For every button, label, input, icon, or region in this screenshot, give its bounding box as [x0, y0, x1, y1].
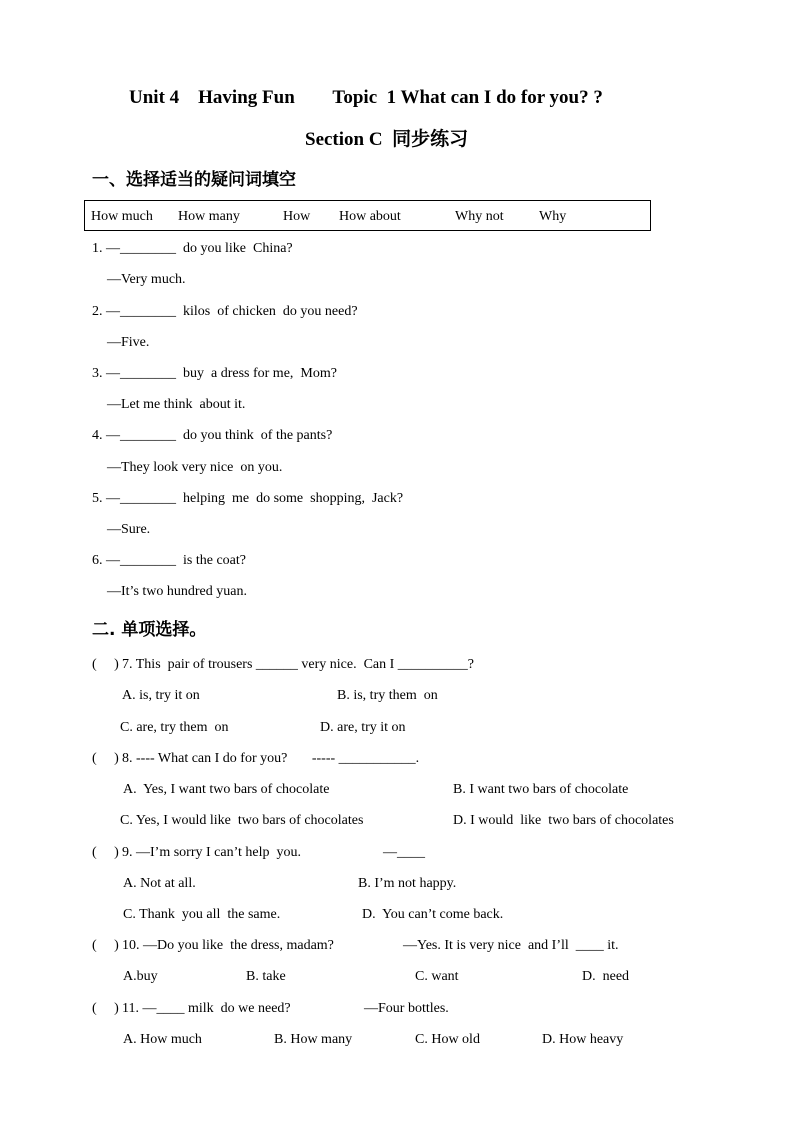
mc-question-11-reply: —Four bottles. — [364, 1001, 449, 1016]
answer-5: —Sure. — [107, 522, 151, 537]
question-4: 4. —________ do you think of the pants? — [92, 428, 333, 443]
option-8c: C. Yes, I would like two bars of chocolates — [120, 813, 364, 828]
page-title: Unit 4 Having Fun Topic 1 What can I do for you? ? — [129, 87, 603, 108]
word-bank-item: How — [283, 209, 311, 224]
section-heading-1: 一、选择适当的疑问词填空 — [92, 170, 296, 190]
option-11b: B. How many — [274, 1032, 353, 1047]
option-11d: D. How heavy — [542, 1032, 624, 1047]
answer-paren: ( ) — [92, 657, 119, 672]
option-8d: D. I would like two bars of chocolates — [453, 813, 674, 828]
word-bank-box — [84, 200, 651, 231]
mc-question-9: 9. —I’m sorry I can’t help you. — [122, 845, 301, 860]
option-9b: B. I’m not happy. — [358, 876, 457, 891]
answer-1: —Very much. — [107, 272, 186, 287]
section-heading-2: 二. 单项选择。 — [92, 620, 207, 640]
question-6: 6. —________ is the coat? — [92, 553, 246, 568]
option-10c: C. want — [415, 969, 459, 984]
question-3: 3. —________ buy a dress for me, Mom? — [92, 366, 337, 381]
option-7d: D. are, try it on — [320, 720, 406, 735]
option-11a: A. How much — [123, 1032, 202, 1047]
option-8b: B. I want two bars of chocolate — [453, 782, 629, 797]
word-bank-item: How about — [339, 209, 401, 224]
answer-paren: ( ) — [92, 751, 119, 766]
answer-4: —They look very nice on you. — [107, 460, 283, 475]
mc-question-10-reply: —Yes. It is very nice and I’ll ____ it. — [403, 938, 619, 953]
word-bank-item: Why — [539, 209, 567, 224]
word-bank-item: How many — [178, 209, 240, 224]
answer-3: —Let me think about it. — [107, 397, 246, 412]
answer-6: —It’s two hundred yuan. — [107, 584, 247, 599]
option-7b: B. is, try them on — [337, 688, 438, 703]
word-bank-item: Why not — [455, 209, 504, 224]
option-9d: D. You can’t come back. — [362, 907, 504, 922]
mc-question-11: 11. —____ milk do we need? — [122, 1001, 291, 1016]
option-10a: A.buy — [123, 969, 158, 984]
option-8a: A. Yes, I want two bars of chocolate — [123, 782, 330, 797]
question-5: 5. —________ helping me do some shopping, Jack? — [92, 491, 404, 506]
option-9a: A. Not at all. — [123, 876, 196, 891]
option-9c: C. Thank you all the same. — [123, 907, 281, 922]
option-10d: D. need — [582, 969, 630, 984]
question-2: 2. —________ kilos of chicken do you need? — [92, 304, 358, 319]
question-1: 1. —________ do you like China? — [92, 241, 293, 256]
mc-question-9-reply: —____ — [383, 845, 425, 860]
mc-question-8: 8. ---- What can I do for you? ----- ___________. — [122, 751, 420, 766]
page-subtitle: Section C 同步练习 — [305, 129, 469, 150]
answer-2: —Five. — [107, 335, 150, 350]
option-7c: C. are, try them on — [120, 720, 229, 735]
option-11c: C. How old — [415, 1032, 480, 1047]
option-10b: B. take — [246, 969, 286, 984]
word-bank-item: How much — [91, 209, 153, 224]
answer-paren: ( ) — [92, 938, 119, 953]
answer-paren: ( ) — [92, 845, 119, 860]
mc-question-10: 10. —Do you like the dress, madam? — [122, 938, 334, 953]
mc-question-7: 7. This pair of trousers ______ very nice. Can I __________? — [122, 657, 475, 672]
answer-paren: ( ) — [92, 1001, 119, 1016]
option-7a: A. is, try it on — [122, 688, 200, 703]
